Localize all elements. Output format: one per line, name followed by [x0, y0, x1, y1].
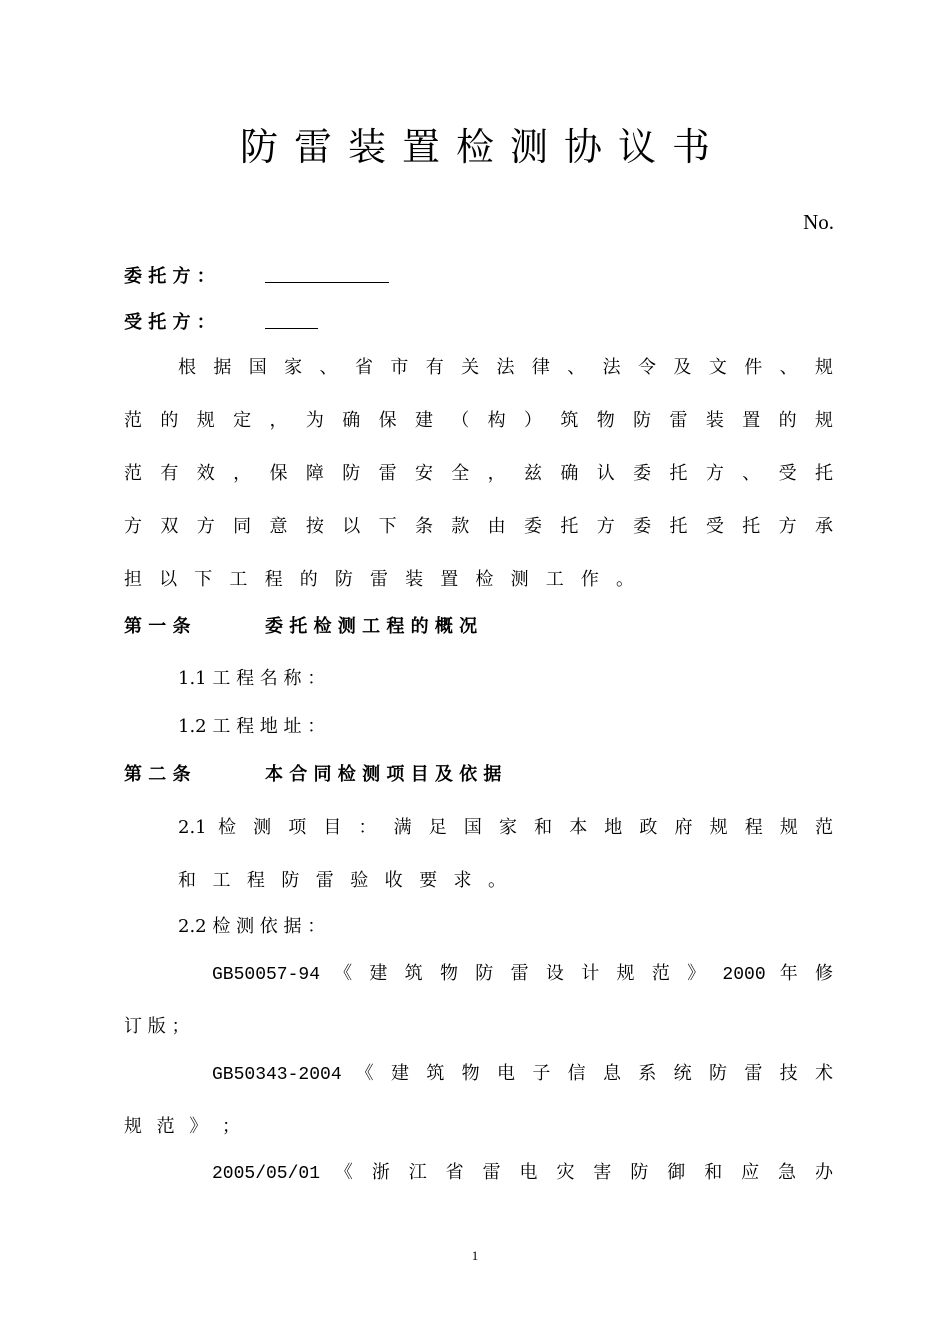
client-row [124, 262, 215, 288]
article-1-number: 第 一 条 [124, 616, 191, 637]
article-2-heading: 本 合 同 检 测 项 目 及 依 据 [265, 764, 502, 785]
standard-3-line-1: 2005/05/01 《 浙 江 省 雷 电 灾 害 防 御 和 应 急 办 [212, 1164, 833, 1184]
item-1-1-project-name: 1.1 工 程 名 称 ： [178, 668, 326, 689]
document-number-label: No. [803, 210, 834, 234]
contractor-row [124, 308, 215, 334]
intro-line-5: 担 以 下 工 程 的 防 雷 装 置 检 测 工 作 。 [124, 569, 634, 590]
page-number: 1 [471, 1248, 479, 1263]
item-2-1-line-1: 2.1 检 测 项 目 ： 满 足 国 家 和 本 地 政 府 规 程 规 范 [178, 817, 833, 838]
intro-line-3: 范 有 效 ， 保 障 防 雷 安 全 ， 兹 确 认 委 托 方 、 受 托 [124, 463, 833, 484]
item-2-1-line-2: 和 工 程 防 雷 验 收 要 求 。 [178, 870, 506, 891]
contractor-blank-field[interactable] [265, 310, 318, 329]
article-2-number: 第 二 条 [124, 764, 191, 785]
item-2-2-basis: 2.2 检 测 依 据 ： [178, 916, 326, 937]
client-blank-field[interactable] [265, 264, 389, 283]
document-title: 防雷装置检测协议书 [239, 125, 726, 169]
intro-line-1: 根 据 国 家 、 省 市 有 关 法 律 、 法 令 及 文 件 、 规 [178, 357, 833, 378]
standard-1-line-2: 订 版 ； [124, 1016, 190, 1037]
item-1-2-project-address: 1.2 工 程 地 址 ： [178, 716, 326, 737]
intro-line-4: 方 双 方 同 意 按 以 下 条 款 由 委 托 方 委 托 受 托 方 承 [124, 516, 833, 537]
standard-2-line-2: 规 范 》 ； [124, 1116, 240, 1137]
standard-1-line-1: GB50057-94 《 建 筑 物 防 雷 设 计 规 范 》 2000 年 修 [212, 965, 833, 985]
standard-2-line-1: GB50343-2004 《 建 筑 物 电 子 信 息 系 统 防 雷 技 术 [212, 1065, 833, 1085]
intro-line-2: 范 的 规 定 ， 为 确 保 建 （ 构 ） 筑 物 防 雷 装 置 的 规 [124, 410, 833, 431]
article-1-heading: 委 托 检 测 工 程 的 概 况 [265, 616, 478, 637]
client-label: 委 托 方 ： [124, 266, 215, 287]
contractor-label: 受 托 方 ： [124, 312, 215, 333]
